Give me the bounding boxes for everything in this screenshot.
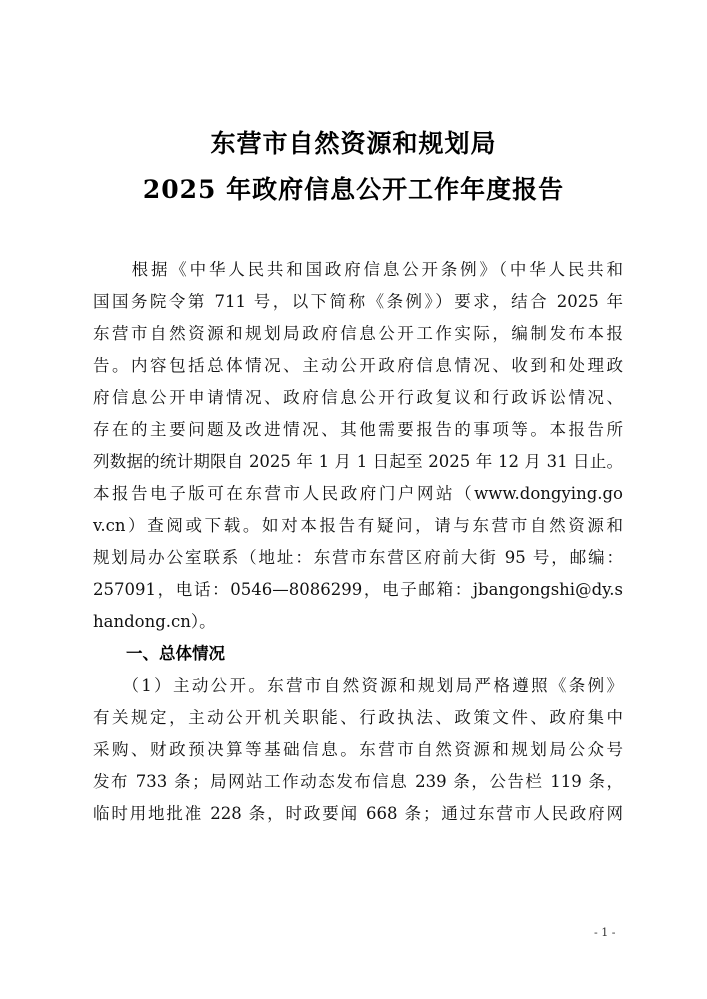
intro-line: 府信息公开申请情况、政府信息公开行政复议和行政诉讼情况、 <box>93 388 623 407</box>
intro-line: 本报告电子版可在东营市人民政府门户网站（www.dongying.go <box>93 484 623 503</box>
intro-line: 根据《中华人民共和国政府信息公开条例》（中华人民共和 <box>93 260 623 279</box>
intro-line: 规划局办公室联系（地址：东营市东营区府前大街 95 号，邮编： <box>93 548 623 567</box>
section1-line: 临时用地批准 228 条，时政要闻 668 条；通过东营市人民政府网 <box>93 804 623 823</box>
section1-line: 采购、财政预决算等基础信息。东营市自然资源和规划局公众号 <box>93 740 623 759</box>
intro-line: 告。内容包括总体情况、主动公开政府信息情况、收到和处理政 <box>93 356 623 375</box>
intro-line: 257091，电话：0546—8086299，电子邮箱：jbangongshi@dy.s <box>93 580 623 599</box>
intro-line: handong.cn）。 <box>93 612 216 631</box>
intro-line: 东营市自然资源和规划局政府信息公开工作实际，编制发布本报 <box>93 324 623 343</box>
page-number: - 1 - <box>594 926 616 939</box>
intro-line: 列数据的统计期限自 2025 年 1 月 1 日起至 2025 年 12 月 31 日止。 <box>93 452 623 471</box>
intro-line: v.cn）查阅或下载。如对本报告有疑问，请与东营市自然资源和 <box>93 516 623 535</box>
section-heading-overview: 一、总体情况 <box>126 644 225 663</box>
report-title-line-1: 东营市自然资源和规划局 <box>210 129 497 158</box>
section1-line: 有关规定，主动公开机关职能、行政执法、政策文件、政府集中 <box>93 708 623 727</box>
section1-line: 发布 733 条；局网站工作动态发布信息 239 条，公告栏 119 条， <box>93 772 623 791</box>
intro-line: 国国务院令第 711 号，以下简称《条例》）要求，结合 2025 年 <box>93 292 623 311</box>
intro-line: 存在的主要问题及改进情况、其他需要报告的事项等。本报告所 <box>93 420 623 439</box>
report-title-line-2: 2025 年政府信息公开工作年度报告 <box>142 175 565 204</box>
section1-line: （1）主动公开。东营市自然资源和规划局严格遵照《条例》 <box>93 676 623 695</box>
